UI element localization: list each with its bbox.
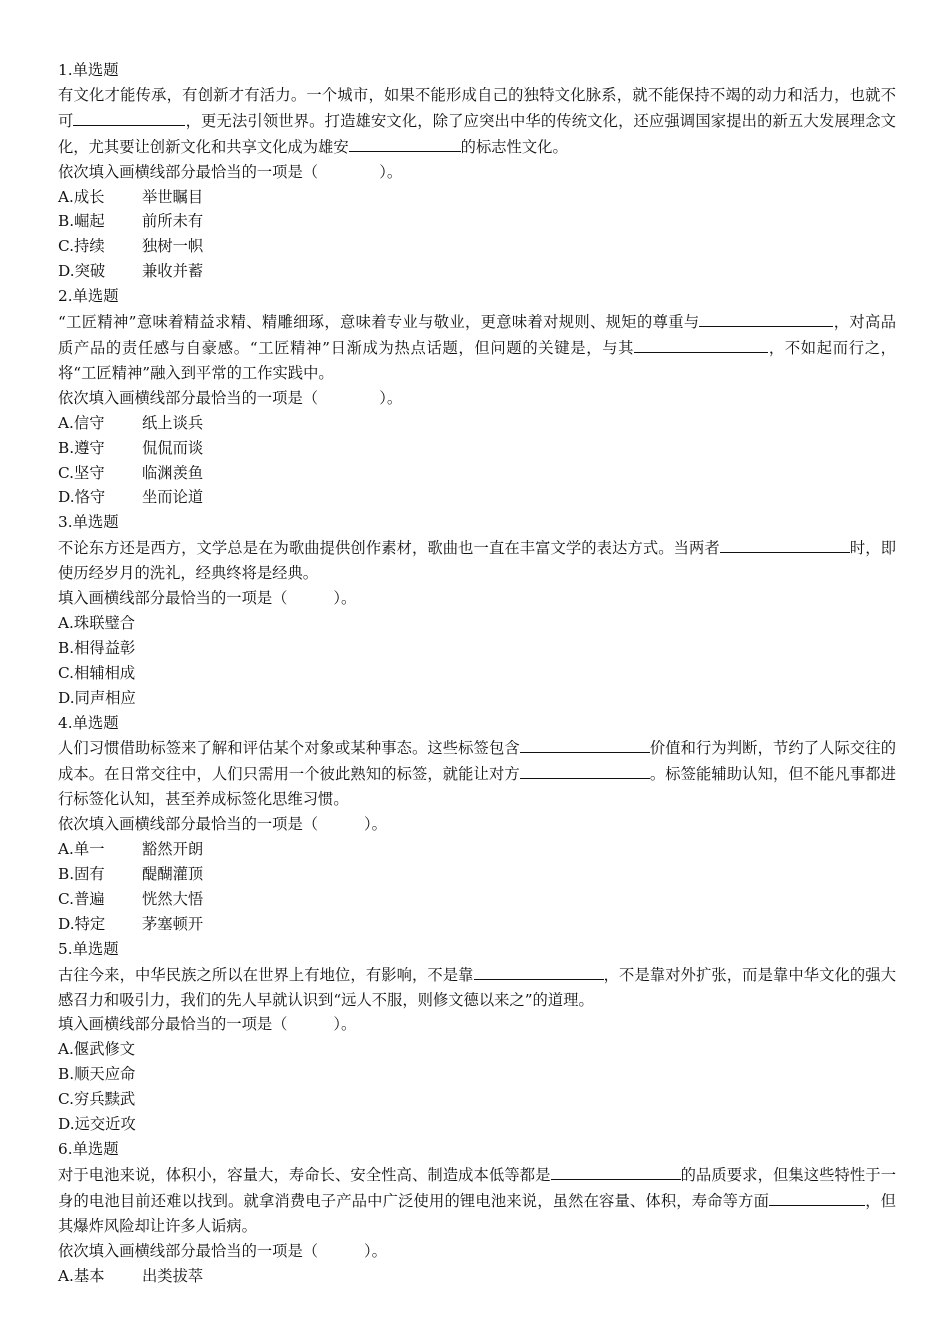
option-d[interactable]: D.同声相应 xyxy=(58,688,136,707)
question-6 xyxy=(58,1137,896,1288)
option-d[interactable]: D.远交近攻 xyxy=(58,1115,136,1134)
question-heading: 6.单选题 xyxy=(58,1139,119,1158)
option-b[interactable]: B.崛起 前所未有 xyxy=(58,212,204,231)
option-a[interactable]: A.偃武修文 xyxy=(58,1040,136,1059)
question-heading: 1.单选题 xyxy=(58,61,119,79)
question-heading: 2.单选题 xyxy=(58,287,119,306)
question-stem: 对于电池来说，体积小，容量大，寿命长、安全性高、制造成本低等都是 的品质要求，但集这些特性于一身的电池目前还难以找到。就拿消费电子产品中广泛使用的锂电池来说，虽然在容量、体积，寿命等方面 ，但其爆炸风险却让许多人诟病。 xyxy=(58,1162,896,1239)
question-prompt: 填入画横线部分最恰当的一项是（ ）。 xyxy=(58,589,357,608)
option-b[interactable]: B.相得益彰 xyxy=(58,638,136,657)
option-a[interactable]: A.成长 举世瞩目 xyxy=(58,187,204,206)
option-c[interactable]: C.坚守 临渊羡鱼 xyxy=(58,463,204,482)
option-b[interactable]: B.遵守 侃侃而谈 xyxy=(58,438,204,457)
question-stem: “工匠精神”意味着精益求精、精雕细琢，意味着专业与敬业，更意味着对规则、规矩的尊重与 ，对高品质产品的责任感与自豪感。“工匠精神”日渐成为热点话题，但问题的关键是，与其 ，不如起而行之，将“工匠精神”融入到平常的工作实践中。 xyxy=(58,309,896,386)
question-stem: 有文化才能传承，有创新才有活力。一个城市，如果不能形成自己的独特文化脉系，就不能保持不竭的动力和活力，也就不可 ，更无法引领世界。打造雄安文化，除了应突出中华的传统文化，还应强调国家提出的新五大发展理念文化，尤其要让创新文化和共享文化成为雄安 的标志性文化。 xyxy=(58,85,896,156)
question-heading: 3.单选题 xyxy=(58,513,119,532)
question-5 xyxy=(58,937,896,1137)
question-prompt: 依次填入画横线部分最恰当的一项是（ ）。 xyxy=(58,1241,387,1260)
answer-blank xyxy=(551,1162,681,1180)
option-d[interactable]: D.恪守 坐而论道 xyxy=(58,488,204,507)
question-heading: 5.单选题 xyxy=(58,939,119,958)
option-c[interactable]: C.穷兵黩武 xyxy=(58,1090,136,1109)
question-heading: 4.单选题 xyxy=(58,713,119,732)
answer-blank xyxy=(474,962,604,980)
question-prompt: 填入画横线部分最恰当的一项是（ ）。 xyxy=(58,1015,357,1034)
question-stem: 人们习惯借助标签来了解和评估某个对象或某种事态。这些标签包含 价值和行为判断，节约了人际交往的成本。在日常交往中，人们只需用一个彼此熟知的标签，就能让对方 。标签能辅助认知，但不能凡事都进行标签化认知，甚至养成标签化思维习惯。 xyxy=(58,735,896,812)
question-prompt: 依次填入画横线部分最恰当的一项是（ ）。 xyxy=(58,815,387,834)
question-2 xyxy=(58,284,896,510)
question-4 xyxy=(58,711,896,937)
question-stem: 不论东方还是西方，文学总是在为歌曲提供创作素材，歌曲也一直在丰富文学的表达方式。当两者 时，即使历经岁月的洗礼，经典终将是经典。 xyxy=(58,535,896,586)
option-c[interactable]: C.持续 独树一帜 xyxy=(58,237,204,256)
answer-blank xyxy=(520,735,650,753)
option-b[interactable]: B.固有 醍醐灌顶 xyxy=(58,865,204,883)
option-b[interactable]: B.顺天应命 xyxy=(58,1065,136,1084)
answer-blank xyxy=(349,134,461,152)
answer-blank xyxy=(73,108,185,126)
question-prompt: 依次填入画横线部分最恰当的一项是（ ）。 xyxy=(58,162,403,181)
option-d[interactable]: D.突破 兼收并蓄 xyxy=(58,262,204,281)
answer-blank xyxy=(769,1188,865,1206)
question-1 xyxy=(58,58,896,284)
question-list xyxy=(58,58,896,1288)
answer-blank xyxy=(720,535,850,553)
option-a[interactable]: A.信守 纸上谈兵 xyxy=(58,413,204,432)
option-a[interactable]: A.单一 豁然开朗 xyxy=(58,840,204,859)
question-3 xyxy=(58,510,896,710)
option-a[interactable]: A.基本 出类拔萃 xyxy=(58,1266,204,1285)
option-c[interactable]: C.普遍 恍然大悟 xyxy=(58,889,204,908)
answer-blank xyxy=(520,761,650,779)
answer-blank xyxy=(699,309,833,327)
question-stem: 古往今来，中华民族之所以在世界上有地位，有影响，不是靠 ，不是靠对外扩张，而是靠中华文化的强大感召力和吸引力，我们的先人早就认识到“远人不服，则修文德以来之”的道理。 xyxy=(58,962,896,1013)
option-d[interactable]: D.特定 茅塞顿开 xyxy=(58,914,204,933)
option-c[interactable]: C.相辅相成 xyxy=(58,663,136,682)
answer-blank xyxy=(634,335,768,353)
question-prompt: 依次填入画横线部分最恰当的一项是（ ）。 xyxy=(58,388,403,407)
option-a[interactable]: A.珠联璧合 xyxy=(58,613,136,632)
